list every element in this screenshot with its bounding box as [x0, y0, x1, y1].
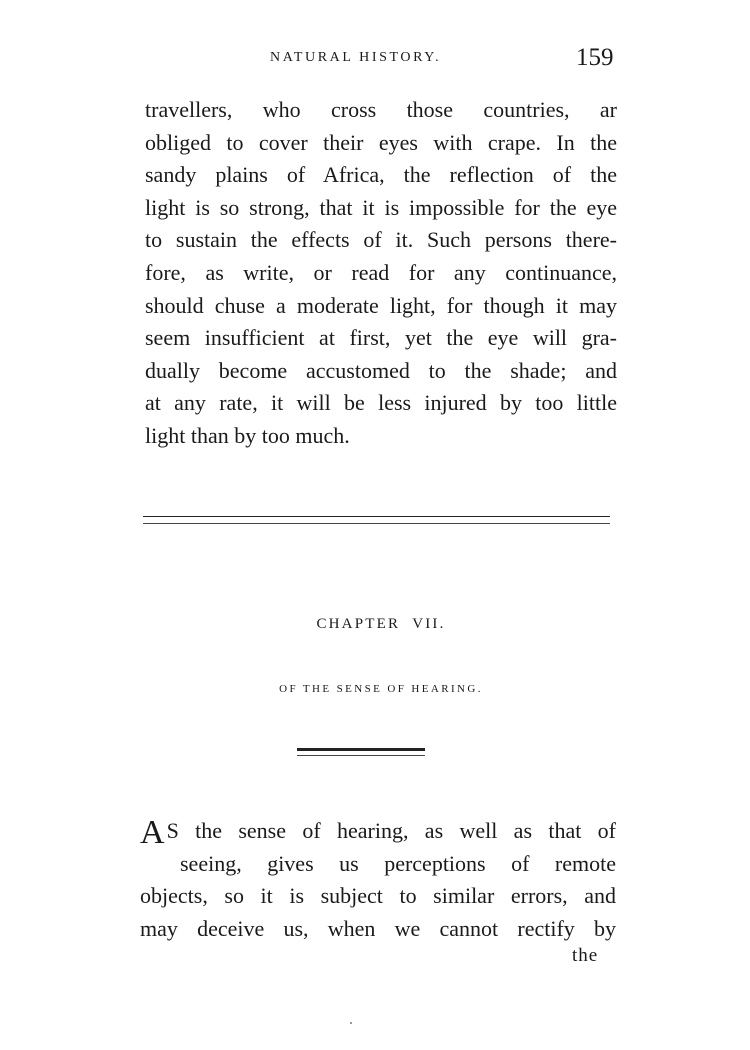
chapter-heading — [0, 616, 750, 633]
text-line: seem insufficient at first, yet the eye will gra- — [145, 325, 617, 351]
chapter-number: VII. — [412, 616, 446, 632]
chapter-label: CHAPTER — [316, 616, 401, 632]
text-line: fore, as write, or read for any continuance, — [145, 259, 617, 285]
text-line: objects, so it is subject to similar errors, and — [140, 883, 616, 909]
page-number: 159 — [576, 44, 614, 71]
paper-speck — [350, 1022, 352, 1024]
text-line: obliged to cover their eyes with crape. In the — [145, 129, 617, 155]
catchword: the — [572, 945, 599, 966]
chapter-opening-paragraph — [140, 815, 616, 945]
text-line: dually become accustomed to the shade; and — [145, 357, 617, 383]
chapter-subtitle: OF THE SENSE OF HEARING. — [279, 683, 483, 695]
ornamental-rule — [297, 748, 425, 756]
text-line: may deceive us, when we cannot rectify by — [140, 915, 616, 941]
text-line: S the sense of hearing, as well as that of — [166, 818, 616, 843]
text-line: light than by too much. — [145, 422, 350, 448]
text-line: at any rate, it will be less injured by too little — [145, 390, 617, 416]
text-line: to sustain the effects of it. Such persons there- — [145, 227, 617, 253]
text-line: seeing, gives us perceptions of remote — [180, 850, 616, 876]
text-line: travellers, who cross those countries, ar — [145, 97, 617, 122]
running-title: NATURAL HISTORY. — [270, 50, 442, 65]
section-divider-rule — [143, 516, 610, 524]
text-line: should chuse a moderate light, for though it may — [145, 292, 617, 318]
text-line: sandy plains of Africa, the reflection of the — [145, 162, 617, 188]
drop-cap: A — [140, 814, 165, 851]
paragraph-continued — [145, 94, 617, 453]
text-line: light is so strong, that it is impossible for the eye — [145, 194, 617, 220]
